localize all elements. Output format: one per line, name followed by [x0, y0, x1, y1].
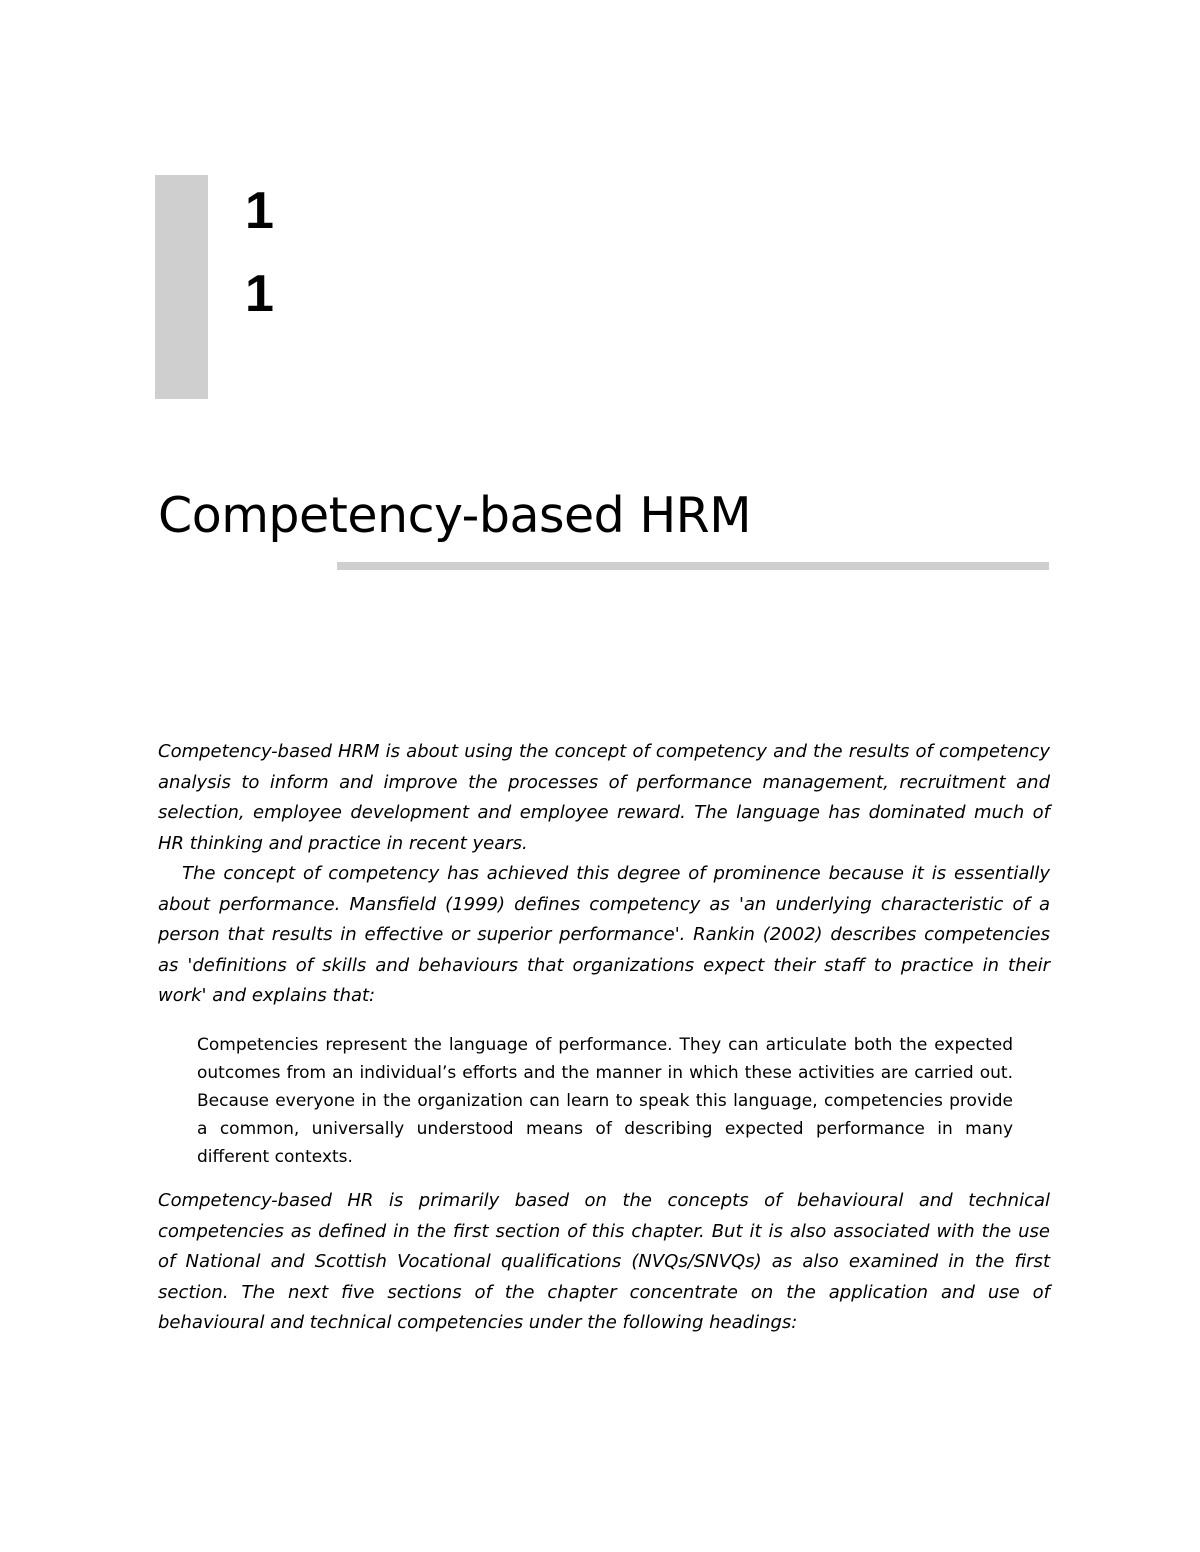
chapter-number: 1	[245, 182, 274, 240]
intro-paragraph: Competency-based HRM is about using the concept of competency and the results of competency analysis to inform and improve the processes of performance management, recruitment and selection, employee development and employee reward. The language has dominated much of HR thinking and practice in recent years.	[158, 741, 1050, 854]
chapter-title: Competency-based HRM	[158, 487, 752, 544]
title-underline-rule	[337, 562, 1049, 570]
chapter-number: 1	[245, 265, 274, 323]
chapter-marker-bar	[155, 175, 208, 399]
body-paragraph: Competency-based HR is primarily based on the concepts of behavioural and technical competencies as defined in the first section of this chapter. But it is also associated with the use of National and Scottish Vocational qualifications (NVQs/SNVQs) as also examined in the first section. The next five sections of the chapter concentrate on the application and use of behavioural and technical competencies under the following headings:	[158, 1190, 1050, 1333]
body-paragraph: The concept of competency has achieved this degree of prominence because it is essentially about performance. Mansfield (1999) defines competency as 'an underlying characteristic of a person that results in effective or superior performance'. Rankin (2002) describes competencies as 'definitions of skills and behaviours that organizations expect their staff to practice in their work' and explains that:	[158, 863, 1050, 1006]
block-quote: Competencies represent the language of performance. They can articulate both the expected outcomes from an individual’s efforts and the manner in which these activities are carried out. Because everyone in the organization can learn to speak this language, competencies provide a common, universally understood means of describing expected performance in many different contexts.	[197, 1035, 1013, 1167]
